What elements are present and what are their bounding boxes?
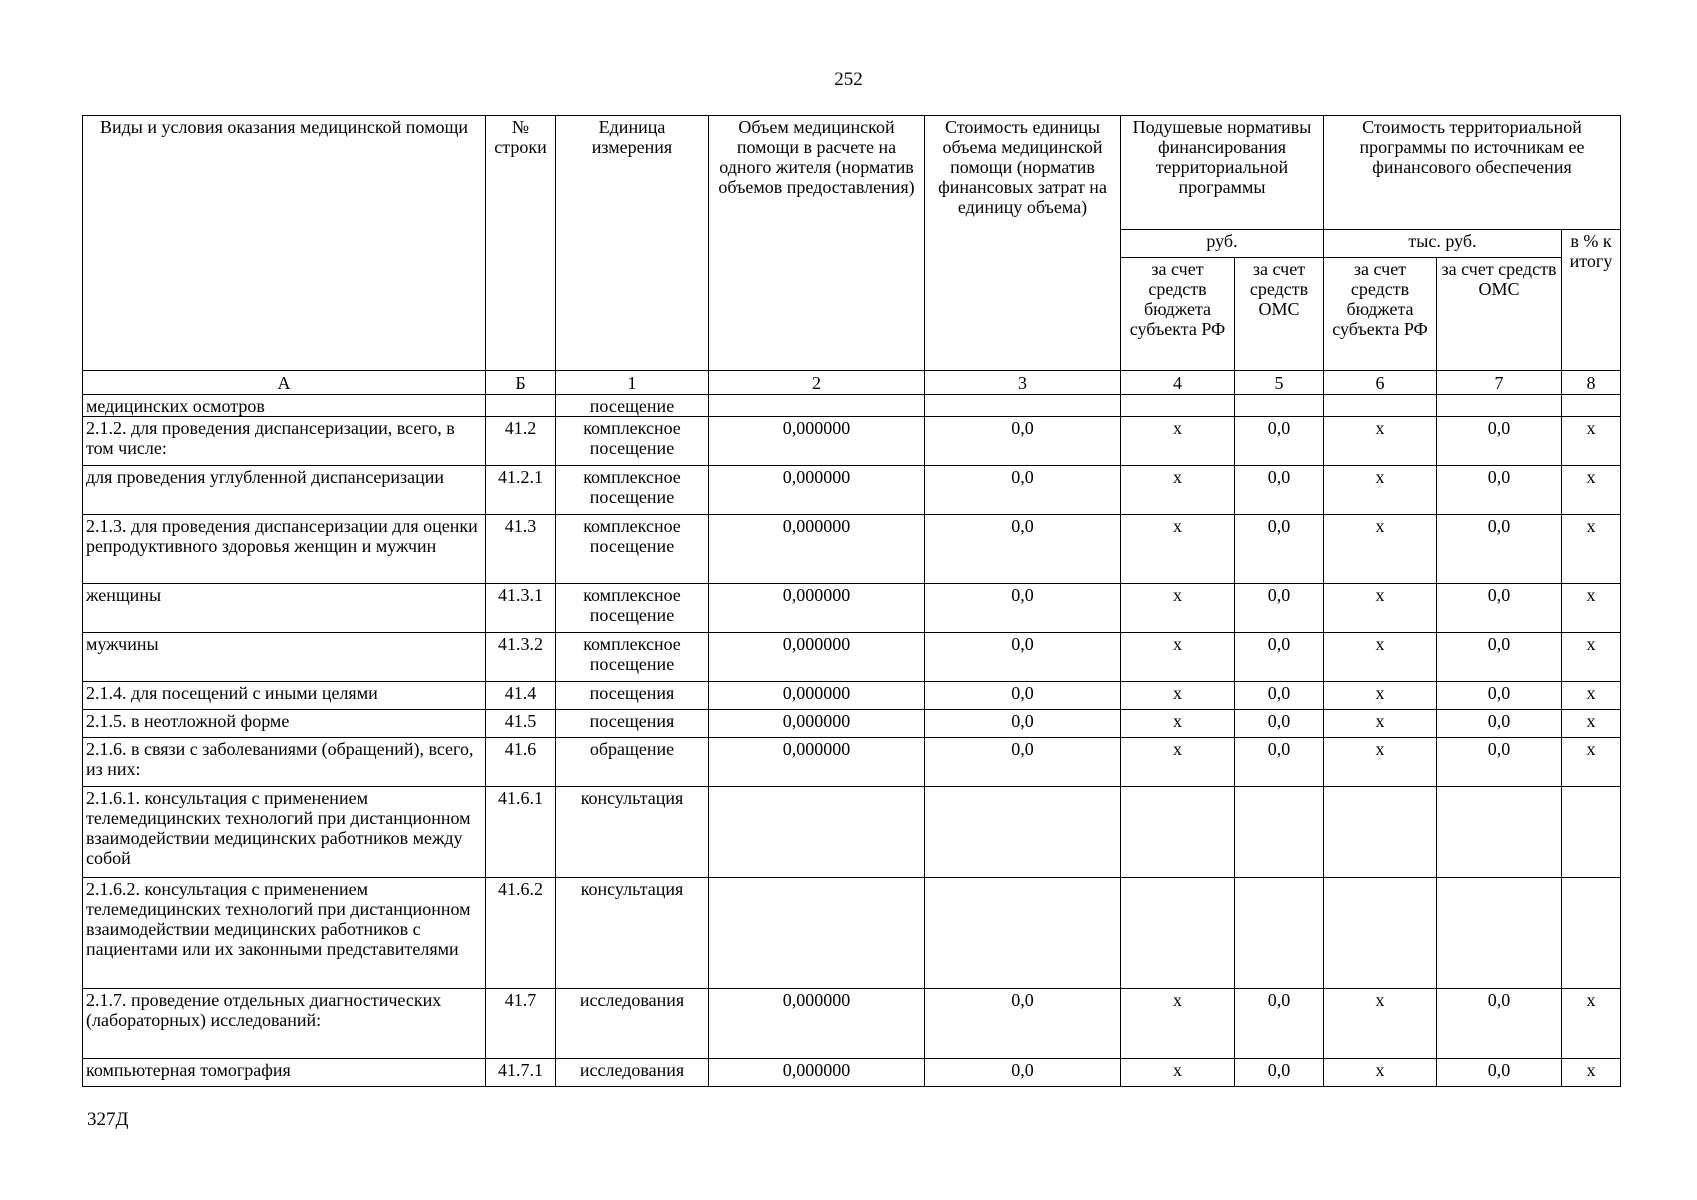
cell-cost-oms: 0,0 (1437, 417, 1562, 466)
cell-unit-cost: 0,0 (925, 738, 1121, 787)
cell-row-number: 41.3.1 (486, 584, 556, 633)
cell-care-kind: 2.1.6. в связи с заболеваниями (обращений), всего, из них: (83, 738, 486, 787)
cell-unit-cost: 0,0 (925, 515, 1121, 584)
cell-volume: 0,000000 (709, 1059, 925, 1087)
header-percent-total: в % к итогу (1562, 230, 1621, 371)
table-row (83, 1059, 1621, 1087)
cell-percent-total: х (1562, 710, 1621, 738)
cell-cost-oms: 0,0 (1437, 682, 1562, 710)
cell-care-kind: 2.1.7. проведение отдельных диагностических (лабораторных) исследований: (83, 989, 486, 1059)
header-kind-of-care: Виды и условия оказания медицинской помощи (83, 116, 486, 371)
cell-unit-cost: 0,0 (925, 710, 1121, 738)
cell-per-capita-oms: 0,0 (1235, 710, 1324, 738)
cell-percent-total: х (1562, 584, 1621, 633)
cell-row-number: 41.6.1 (486, 787, 556, 878)
cell-care-kind: компьютерная томография (83, 1059, 486, 1087)
column-number: А (83, 371, 486, 395)
cell-per-capita-oms (1235, 787, 1324, 878)
column-number: 5 (1235, 371, 1324, 395)
cell-row-number: 41.4 (486, 682, 556, 710)
cell-cost-budget: х (1324, 1059, 1437, 1087)
cell-percent-total: х (1562, 417, 1621, 466)
cell-cost-budget: х (1324, 682, 1437, 710)
cell-percent-total: х (1562, 738, 1621, 787)
table-row (83, 738, 1621, 787)
header-volume: Объем медицинской помощи в расчете на одного жителя (норматив объемов предоставления) (709, 116, 925, 371)
cell-unit-cost: 0,0 (925, 584, 1121, 633)
cell-unit: посещения (556, 682, 709, 710)
cell-cost-budget: х (1324, 515, 1437, 584)
cell-per-capita-oms: 0,0 (1235, 515, 1324, 584)
cell-volume: 0,000000 (709, 738, 925, 787)
cell-row-number (486, 395, 556, 417)
cell-per-capita-oms (1235, 878, 1324, 989)
cell-care-kind: 2.1.5. в неотложной форме (83, 710, 486, 738)
cell-row-number: 41.5 (486, 710, 556, 738)
table-row (83, 515, 1621, 584)
cell-volume: 0,000000 (709, 710, 925, 738)
cell-percent-total (1562, 878, 1621, 989)
cell-unit-cost: 0,0 (925, 633, 1121, 682)
table-row (83, 417, 1621, 466)
cell-per-capita-budget (1121, 878, 1235, 989)
table-row (83, 989, 1621, 1059)
cell-unit-cost: 0,0 (925, 682, 1121, 710)
cell-cost-budget: х (1324, 989, 1437, 1059)
cell-volume: 0,000000 (709, 989, 925, 1059)
column-number: 2 (709, 371, 925, 395)
table-row (83, 682, 1621, 710)
cell-care-kind: медицинских осмотров (83, 395, 486, 417)
cell-cost-oms: 0,0 (1437, 515, 1562, 584)
cell-care-kind: для проведения углубленной диспансеризации (83, 466, 486, 515)
column-number: 1 (556, 371, 709, 395)
cell-per-capita-budget: х (1121, 515, 1235, 584)
cell-unit: комплексное посещение (556, 633, 709, 682)
table-row (83, 878, 1621, 989)
cell-per-capita-budget: х (1121, 989, 1235, 1059)
cell-unit-cost: 0,0 (925, 417, 1121, 466)
cell-unit-cost (925, 878, 1121, 989)
header-oms-thousand: за счет средств ОМС (1437, 258, 1562, 371)
cell-cost-oms: 0,0 (1437, 466, 1562, 515)
cell-row-number: 41.6 (486, 738, 556, 787)
cell-row-number: 41.7.1 (486, 1059, 556, 1087)
cell-row-number: 41.2 (486, 417, 556, 466)
cell-unit-cost (925, 787, 1121, 878)
cell-unit: комплексное посещение (556, 417, 709, 466)
cell-per-capita-oms: 0,0 (1235, 682, 1324, 710)
table-row (83, 584, 1621, 633)
cell-percent-total: х (1562, 633, 1621, 682)
cell-per-capita-oms: 0,0 (1235, 738, 1324, 787)
cell-volume: 0,000000 (709, 633, 925, 682)
cell-unit-cost (925, 395, 1121, 417)
cell-volume (709, 787, 925, 878)
cell-cost-oms: 0,0 (1437, 989, 1562, 1059)
header-budget-rub: за счет средств бюджета субъекта РФ (1121, 258, 1235, 371)
cell-volume (709, 395, 925, 417)
table-body (83, 395, 1621, 1087)
cell-cost-oms: 0,0 (1437, 1059, 1562, 1087)
cell-per-capita-oms: 0,0 (1235, 466, 1324, 515)
cell-cost-oms (1437, 395, 1562, 417)
cell-per-capita-oms: 0,0 (1235, 633, 1324, 682)
cell-per-capita-budget: х (1121, 738, 1235, 787)
table-row (83, 633, 1621, 682)
cell-care-kind: мужчины (83, 633, 486, 682)
cell-percent-total: х (1562, 466, 1621, 515)
cell-volume: 0,000000 (709, 466, 925, 515)
cell-unit-cost: 0,0 (925, 1059, 1121, 1087)
cell-per-capita-budget: х (1121, 633, 1235, 682)
cell-unit: консультация (556, 787, 709, 878)
cell-volume (709, 878, 925, 989)
cell-per-capita-oms: 0,0 (1235, 989, 1324, 1059)
cell-cost-budget: х (1324, 584, 1437, 633)
cell-unit: посещения (556, 710, 709, 738)
cell-per-capita-oms: 0,0 (1235, 417, 1324, 466)
cell-cost-budget: х (1324, 710, 1437, 738)
cell-volume: 0,000000 (709, 682, 925, 710)
header-unit: Единица измерения (556, 116, 709, 371)
cell-volume: 0,000000 (709, 417, 925, 466)
cell-unit: исследования (556, 1059, 709, 1087)
cell-unit: комплексное посещение (556, 466, 709, 515)
cell-care-kind: 2.1.4. для посещений с иными целями (83, 682, 486, 710)
cell-care-kind: 2.1.6.1. консультация с применением телемедицинских технологий при дистанционном взаимодействии медицинских работников между собой (83, 787, 486, 878)
cell-per-capita-oms: 0,0 (1235, 584, 1324, 633)
cell-per-capita-budget: х (1121, 682, 1235, 710)
header-unit-thousand-rub: тыс. руб. (1324, 230, 1562, 258)
territorial-program-table (82, 115, 1621, 1087)
table-row (83, 466, 1621, 515)
cell-per-capita-budget (1121, 787, 1235, 878)
cell-row-number: 41.3.2 (486, 633, 556, 682)
cell-percent-total: х (1562, 989, 1621, 1059)
cell-per-capita-oms: 0,0 (1235, 1059, 1324, 1087)
column-number: Б (486, 371, 556, 395)
column-number: 8 (1562, 371, 1621, 395)
cell-cost-budget: х (1324, 633, 1437, 682)
cell-cost-budget: х (1324, 738, 1437, 787)
cell-percent-total (1562, 395, 1621, 417)
header-oms-rub: за счет средств ОМС (1235, 258, 1324, 371)
cell-care-kind: 2.1.2. для проведения диспансеризации, всего, в том числе: (83, 417, 486, 466)
column-number: 4 (1121, 371, 1235, 395)
cell-cost-oms: 0,0 (1437, 710, 1562, 738)
cell-unit: консультация (556, 878, 709, 989)
cell-row-number: 41.6.2 (486, 878, 556, 989)
cell-care-kind: 2.1.3. для проведения диспансеризации для оценки репродуктивного здоровья женщин и мужчин (83, 515, 486, 584)
cell-cost-oms: 0,0 (1437, 584, 1562, 633)
table-row (83, 710, 1621, 738)
cell-cost-oms (1437, 878, 1562, 989)
column-number: 3 (925, 371, 1121, 395)
header-cost-group: Стоимость территориальной программы по источникам ее финансового обеспечения (1324, 116, 1621, 230)
cell-percent-total: х (1562, 682, 1621, 710)
document-code: 327Д (87, 1109, 129, 1130)
column-number: 6 (1324, 371, 1437, 395)
header-row-number: № строки (486, 116, 556, 371)
cell-volume: 0,000000 (709, 584, 925, 633)
cell-cost-budget (1324, 395, 1437, 417)
cell-per-capita-budget: х (1121, 466, 1235, 515)
cell-row-number: 41.3 (486, 515, 556, 584)
cell-unit: исследования (556, 989, 709, 1059)
cell-cost-oms: 0,0 (1437, 738, 1562, 787)
cell-per-capita-budget: х (1121, 584, 1235, 633)
header-unit-cost: Стоимость единицы объема медицинской помощи (норматив финансовых затрат на единицу объема) (925, 116, 1121, 371)
cell-per-capita-budget: х (1121, 1059, 1235, 1087)
cell-percent-total (1562, 787, 1621, 878)
header-per-capita-group: Подушевые нормативы финансирования территориальной программы (1121, 116, 1324, 230)
cell-per-capita-budget: х (1121, 417, 1235, 466)
cell-unit-cost: 0,0 (925, 989, 1121, 1059)
cell-percent-total: х (1562, 515, 1621, 584)
cell-cost-budget (1324, 878, 1437, 989)
cell-cost-oms: 0,0 (1437, 633, 1562, 682)
cell-cost-budget: х (1324, 417, 1437, 466)
cell-care-kind: 2.1.6.2. консультация с применением телемедицинских технологий при дистанционном взаимодействии медицинских работников с пациентами или их законными представителями (83, 878, 486, 989)
cell-unit: комплексное посещение (556, 515, 709, 584)
cell-per-capita-budget: х (1121, 710, 1235, 738)
cell-per-capita-budget (1121, 395, 1235, 417)
page-number: 252 (834, 69, 863, 90)
cell-cost-budget: х (1324, 466, 1437, 515)
cell-volume: 0,000000 (709, 515, 925, 584)
cell-unit: посещение (556, 395, 709, 417)
table-row (83, 395, 1621, 417)
cell-unit: комплексное посещение (556, 584, 709, 633)
column-number: 7 (1437, 371, 1562, 395)
cell-care-kind: женщины (83, 584, 486, 633)
cell-percent-total: х (1562, 1059, 1621, 1087)
cell-unit-cost: 0,0 (925, 466, 1121, 515)
table-row (83, 787, 1621, 878)
cell-row-number: 41.7 (486, 989, 556, 1059)
cell-row-number: 41.2.1 (486, 466, 556, 515)
cell-cost-budget (1324, 787, 1437, 878)
cell-unit: обращение (556, 738, 709, 787)
header-budget-thousand: за счет средств бюджета субъекта РФ (1324, 258, 1437, 371)
cell-per-capita-oms (1235, 395, 1324, 417)
cell-cost-oms (1437, 787, 1562, 878)
header-unit-rub: руб. (1121, 230, 1324, 258)
